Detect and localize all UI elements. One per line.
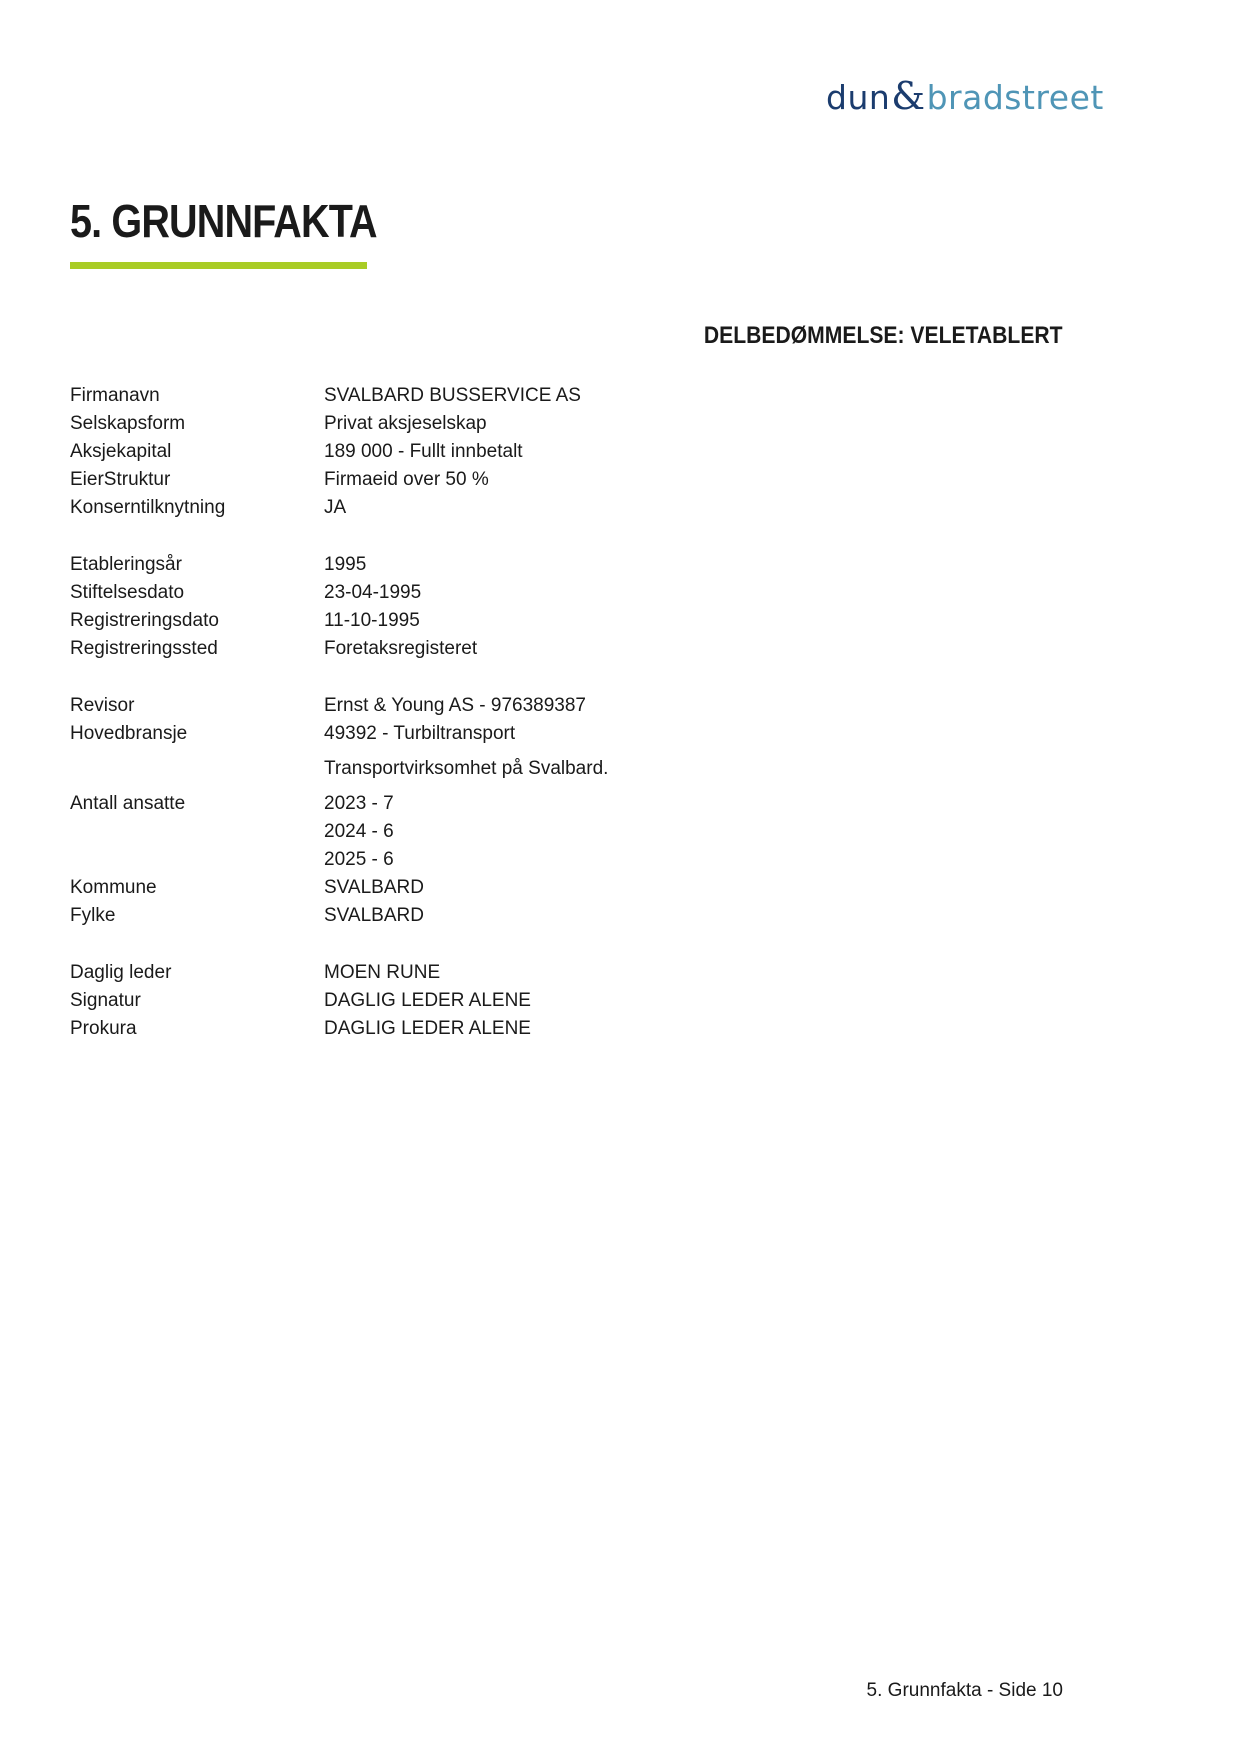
fact-label: Stiftelsesdato <box>70 582 185 603</box>
section-spacer <box>70 663 608 692</box>
fact-label-empty <box>70 818 324 846</box>
page-footer: 5. Grunnfakta - Side 10 <box>866 1680 1063 1701</box>
section-rating: DELBEDØMMELSE: VELETABLERT <box>704 322 1063 349</box>
section-spacer <box>70 930 608 959</box>
fact-label: Daglig leder <box>70 962 172 983</box>
logo-ampersand: & <box>891 74 926 118</box>
fact-label: Aksjekapital <box>70 441 172 462</box>
fact-row-procura <box>70 1015 608 1043</box>
fact-value: Ernst & Young AS - 976389387 <box>324 695 586 716</box>
fact-row-established <box>70 551 608 579</box>
fact-value: SVALBARD <box>324 905 424 926</box>
fact-value: Foretaksregisteret <box>324 638 478 659</box>
fact-row-group <box>70 494 608 522</box>
fact-value: 11-10-1995 <box>324 610 420 631</box>
fact-value: DAGLIG LEDER ALENE <box>324 1018 531 1039</box>
fact-value: DAGLIG LEDER ALENE <box>324 990 531 1011</box>
fact-value: 1995 <box>324 554 367 575</box>
fact-value: 2025 - 6 <box>324 849 394 870</box>
fact-value: 189 000 - Fullt innbetalt <box>324 441 523 462</box>
facts-table <box>70 382 608 1043</box>
fact-value: JA <box>324 497 347 518</box>
fact-row-municipality <box>70 874 608 902</box>
fact-value: Privat aksjeselskap <box>324 413 487 434</box>
industry-description: Transportvirksomhet på Svalbard. <box>324 758 609 779</box>
fact-value: 2023 - 7 <box>324 793 394 814</box>
page-title: 5. GRUNNFAKTA <box>70 195 377 247</box>
fact-label: EierStruktur <box>70 469 171 490</box>
title-accent-bar <box>70 262 367 269</box>
dun-bradstreet-logo <box>826 74 1104 124</box>
fact-value: 49392 - Turbiltransport <box>324 723 516 744</box>
fact-value: SVALBARD BUSSERVICE AS <box>324 385 581 406</box>
fact-label: Firmanavn <box>70 385 160 406</box>
fact-label: Revisor <box>70 695 135 716</box>
fact-row-employees <box>70 790 608 818</box>
fact-label: Kommune <box>70 877 157 898</box>
fact-value: SVALBARD <box>324 877 424 898</box>
fact-label-empty <box>70 846 324 874</box>
fact-label: Antall ansatte <box>70 793 186 814</box>
fact-row-company-name <box>70 382 608 410</box>
fact-label: Etableringsår <box>70 554 182 575</box>
fact-label: Konserntilknytning <box>70 497 226 518</box>
logo-text-bradstreet: bradstreet <box>926 78 1104 117</box>
fact-label: Fylke <box>70 905 116 926</box>
fact-label: Selskapsform <box>70 413 186 434</box>
fact-row-registered <box>70 607 608 635</box>
logo-text-dun: dun <box>826 78 891 117</box>
fact-value: MOEN RUNE <box>324 962 441 983</box>
fact-row-ownership <box>70 466 608 494</box>
fact-label: Registreringssted <box>70 638 218 659</box>
fact-row-signature <box>70 987 608 1015</box>
fact-label: Prokura <box>70 1018 137 1039</box>
fact-row-industry <box>70 720 608 748</box>
fact-label: Registreringsdato <box>70 610 219 631</box>
fact-row-registry <box>70 635 608 663</box>
fact-row-auditor <box>70 692 608 720</box>
fact-value: 2024 - 6 <box>324 821 394 842</box>
fact-row-employees-cont <box>70 846 608 874</box>
fact-label: Hovedbransje <box>70 723 188 744</box>
fact-row-company-form <box>70 410 608 438</box>
section-spacer <box>70 522 608 551</box>
fact-row-founded <box>70 579 608 607</box>
fact-row-ceo <box>70 959 608 987</box>
fact-value: Firmaeid over 50 % <box>324 469 489 490</box>
fact-label: Signatur <box>70 990 141 1011</box>
fact-row-county <box>70 902 608 930</box>
fact-row-share-capital <box>70 438 608 466</box>
fact-row-employees-cont <box>70 818 608 846</box>
fact-value: 23-04-1995 <box>324 582 422 603</box>
